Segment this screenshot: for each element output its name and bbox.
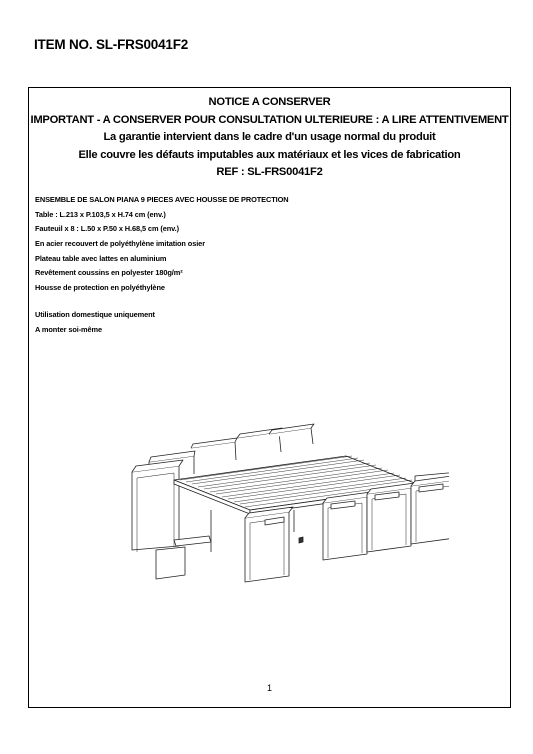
item-number: ITEM NO. SL-FRS0041F2	[34, 37, 189, 52]
reference-line: REF : SL-FRS0041F2	[216, 166, 323, 179]
coverage-line: Elle couvre les défauts imputables aux matériaux et les vices de fabrication	[78, 148, 461, 161]
spec-table: Table : L.213 x P.103,5 x H.74 cm (env.)	[35, 209, 166, 219]
spec-cover: Housse de protection en polyéthylène	[35, 283, 165, 293]
front-chair-3	[367, 483, 415, 552]
spec-cushions: Revêtement coussins en polyester 180g/m²	[35, 268, 183, 278]
front-chair-2	[323, 492, 371, 560]
furniture-set-illustration	[99, 400, 449, 585]
important-line: IMPORTANT - A CONSERVER POUR CONSULTATION ULTERIEURE : A LIRE ATTENTIVEMENT	[30, 113, 509, 126]
spec-usage: Utilisation domestique uniquement	[35, 309, 155, 319]
product-specifications	[35, 193, 288, 337]
notice-title: NOTICE A CONSERVER	[208, 96, 331, 108]
spec-title: ENSEMBLE DE SALON PIANA 9 PIECES AVEC HOUSSE DE PROTECTION	[35, 195, 289, 204]
back-chair-2	[191, 438, 237, 460]
spec-tabletop: Plateau table avec lattes en aluminium	[35, 253, 167, 263]
spec-assembly: A monter soi-même	[35, 324, 103, 334]
spec-armchair: Fauteuil x 8 : L.50 x P.50 x H.68,5 cm (env.)	[35, 224, 179, 234]
page-number: 1	[266, 683, 272, 693]
notice-frame	[28, 87, 511, 708]
spec-material: En acier recouvert de polyéthylène imitation osier	[35, 239, 205, 249]
front-chair-4	[411, 475, 449, 544]
warranty-line: La garantie intervient dans le cadre d'un usage normal du produit	[103, 131, 436, 144]
notice-header	[29, 94, 510, 182]
